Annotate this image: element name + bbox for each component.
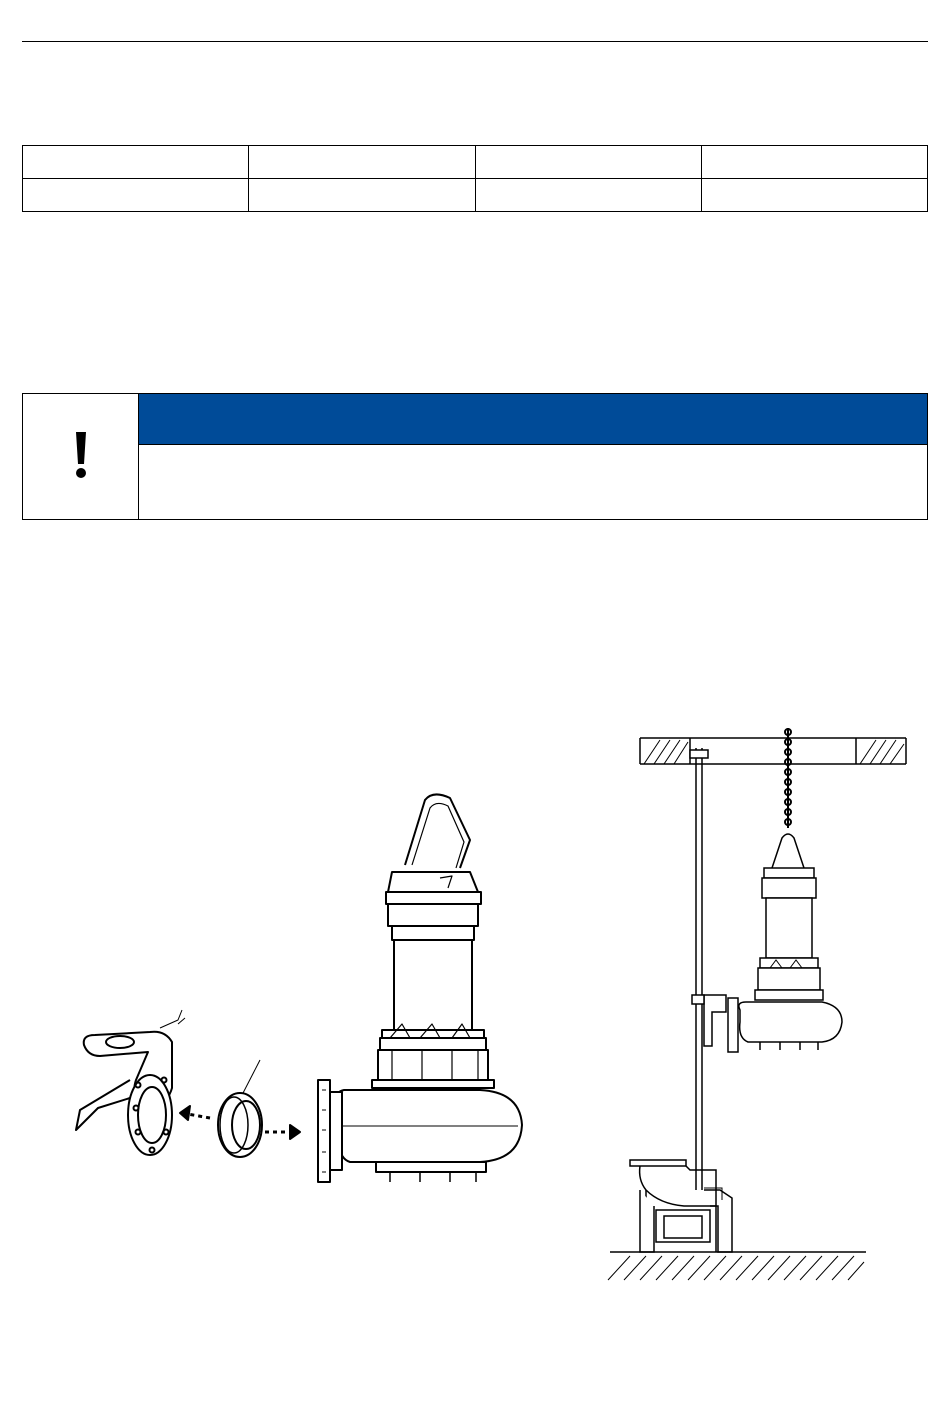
pump-assembly-illustration	[60, 780, 540, 1200]
ceiling-slab	[640, 738, 906, 764]
table-cell	[249, 146, 475, 179]
notice-icon-cell	[23, 394, 139, 519]
notice-text	[139, 444, 927, 519]
table-cell	[475, 146, 701, 179]
notice-title	[139, 394, 927, 444]
spec-table	[22, 145, 928, 212]
table-cell	[249, 179, 475, 212]
lifting-chain	[785, 728, 791, 828]
table-cell	[23, 146, 249, 179]
floor-slab	[608, 1252, 866, 1280]
seal-ring	[218, 1093, 262, 1157]
table-row	[23, 179, 928, 212]
hanging-pump	[692, 834, 842, 1052]
table-cell	[701, 179, 927, 212]
notice-box	[22, 393, 928, 520]
table-row	[23, 146, 928, 179]
guide-claw-bracket	[76, 1010, 182, 1155]
table-cell	[23, 179, 249, 212]
table-cell	[701, 146, 927, 179]
exclamation-icon	[71, 430, 91, 480]
pump-body	[318, 794, 522, 1182]
duckfoot-bend	[630, 1160, 732, 1252]
header-rule	[22, 41, 928, 42]
table-cell	[475, 179, 701, 212]
guide-rail-installation-illustration	[600, 720, 920, 1295]
